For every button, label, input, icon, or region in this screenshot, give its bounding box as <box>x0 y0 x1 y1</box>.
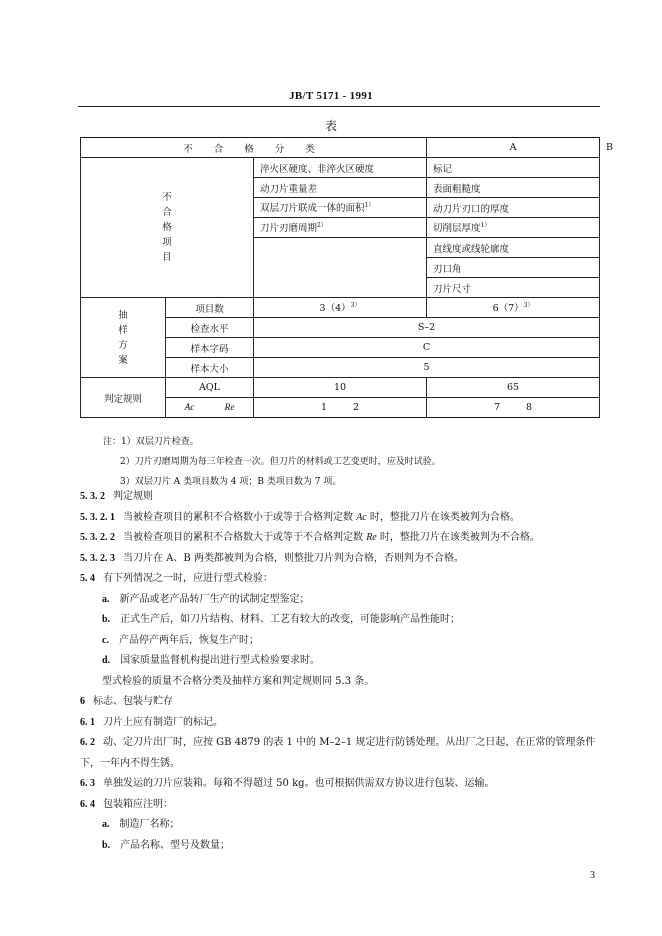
list-item: a. 新产品或老产品转厂生产的试制定型鉴定； <box>102 593 310 605</box>
col-a-header: A <box>427 138 600 158</box>
table-row <box>81 298 600 318</box>
item-b-cell: 切削层厚度$^{1)}$ <box>427 218 600 238</box>
clause-5-4-tail: 型式检验的质量不合格分类及抽样方案和判定规则同 5.3 条。 <box>102 675 375 687</box>
aql-b: 65 <box>427 378 600 398</box>
list-item: a. 制造厂名称； <box>102 819 180 830</box>
clause-6-4: 6. 4 包装箱应注明： <box>80 798 173 810</box>
sample-code-value: C <box>254 338 600 358</box>
item-b-cell: 刃口角 <box>427 258 600 278</box>
ac-re-b: 7 8 <box>427 398 600 418</box>
list-item: b. 产品名称、型号及数量； <box>102 839 231 851</box>
table-row <box>81 158 600 178</box>
sampling-label-cell <box>81 298 166 378</box>
item-b-cell: 直线度或线轮廓度 <box>427 238 600 258</box>
aql-label: AQL <box>166 378 254 398</box>
item-count-label: 项目数 <box>166 298 254 318</box>
item-a-cell: 淬火区硬度、非淬火区硬度 <box>254 158 427 178</box>
sample-size-label: 样本大小 <box>166 358 254 378</box>
list-item: b. 正式生产后，如刀片结构、材料、工艺有较大的改变，可能影响产品性能时； <box>102 614 461 625</box>
item-b-cell: 动刀片刃口的厚度 <box>427 198 600 218</box>
table-notes <box>103 432 441 492</box>
list-item: d. 国家质量监督机构提出进行型式检验要求时。 <box>102 655 321 666</box>
inspection-level-value: S–2 <box>254 318 600 338</box>
item-b-cell: 表面粗糙度 <box>427 178 600 198</box>
item-a-cell: 动刀片重量差 <box>254 178 427 198</box>
item-count-a: $3(4)^{3)}$ <box>254 298 427 318</box>
ac-re-label-cell <box>166 398 254 418</box>
sample-size-value: 5 <box>254 358 600 378</box>
table-header-row: 不 合 格 分 类 A B <box>81 138 600 158</box>
item-a-cell: 双层刀片联成一体的面积$^{1)}$ <box>254 198 427 218</box>
sampling-label: 抽样方案 <box>118 309 128 366</box>
item-a-cell: 刀片刃磨周期$^{2)}$ <box>254 218 427 238</box>
sample-code-label: 样本字码 <box>166 338 254 358</box>
header-rule <box>78 106 600 107</box>
category-header-cell <box>81 138 427 158</box>
clause-6-3: 6. 3 单独发运的刀片应装箱。每箱不得超过 50 kg。也可根据供需双方协议进行包装、运输。 <box>80 778 495 789</box>
item-b-cell: 刀片尺寸 <box>427 278 600 298</box>
clause-5-3-2: 5. 3. 2 判定规则 <box>80 491 153 502</box>
note-2: 2）刀片刃磨周期为每三年检查一次。但刀片的材料或工艺变更时，应及时试验。 <box>120 457 441 467</box>
clause-5-3-2-2: 5. 3. 2. 2 当被检查项目的累积不合格数大于或等于不合格判定数 Re 时，整批刀片在该类被判为不合格。 <box>80 532 540 543</box>
item-b-cell: 标记 <box>427 158 600 178</box>
nonconformity-label-cell <box>81 158 254 298</box>
inspection-level-label: 检查水平 <box>166 318 254 338</box>
aql-a: 10 <box>254 378 427 398</box>
rule-label-cell: 判定规则 <box>81 378 166 418</box>
note-3: 3）双层刀片 A 类项目数为 4 项；B 类项目数为 7 项。 <box>120 477 342 487</box>
note-1: 注：1）双层刀片检查。 <box>103 437 199 447</box>
table-row <box>81 378 600 398</box>
standard-code: JB/T 5171 - 1991 <box>289 90 373 102</box>
clause-5-3-2-3: 5. 3. 2. 3 当刀片在 A、B 两类都被判为合格，则整批刀片判为合格，否则判为不合格。 <box>80 552 464 564</box>
section-6-heading: 6 标志、包装与贮存 <box>80 696 173 707</box>
inspection-table <box>80 137 614 418</box>
ac-re-a: 1 2 <box>254 398 427 418</box>
item-a-empty-cell <box>254 238 427 298</box>
category-label: 不 合 格 分 类 <box>183 143 324 155</box>
clause-5-3-2-1: 5. 3. 2. 1 当被检查项目的累积不合格数小于或等于合格判定数 Ac 时，整批刀片在该类被判为合格。 <box>80 511 520 523</box>
clause-6-1: 6. 1 刀片上应有制造厂的标记。 <box>80 716 223 728</box>
body-text <box>80 487 600 856</box>
page-number: 3 <box>590 870 595 881</box>
clause-6-2: 6. 2 动、定刀片出厂时，应按 GB 4879 的表 1 中的 M–2–1 规定进行防锈处理。从出厂之日起，在正常的管理条件下，一年内不得生锈。 <box>80 737 596 769</box>
re-label: Re <box>224 403 235 413</box>
table-title: 表 <box>324 119 337 133</box>
nonconformity-label: 不合格项目 <box>162 192 172 263</box>
ac-label: Ac <box>184 403 195 413</box>
clause-5-4: 5. 4 有下列情况之一时，应进行型式检验： <box>80 573 273 584</box>
item-count-b: $6(7)^{3)}$ <box>427 298 600 318</box>
list-item: c. 产品停产两年后，恢复生产时； <box>102 634 259 646</box>
